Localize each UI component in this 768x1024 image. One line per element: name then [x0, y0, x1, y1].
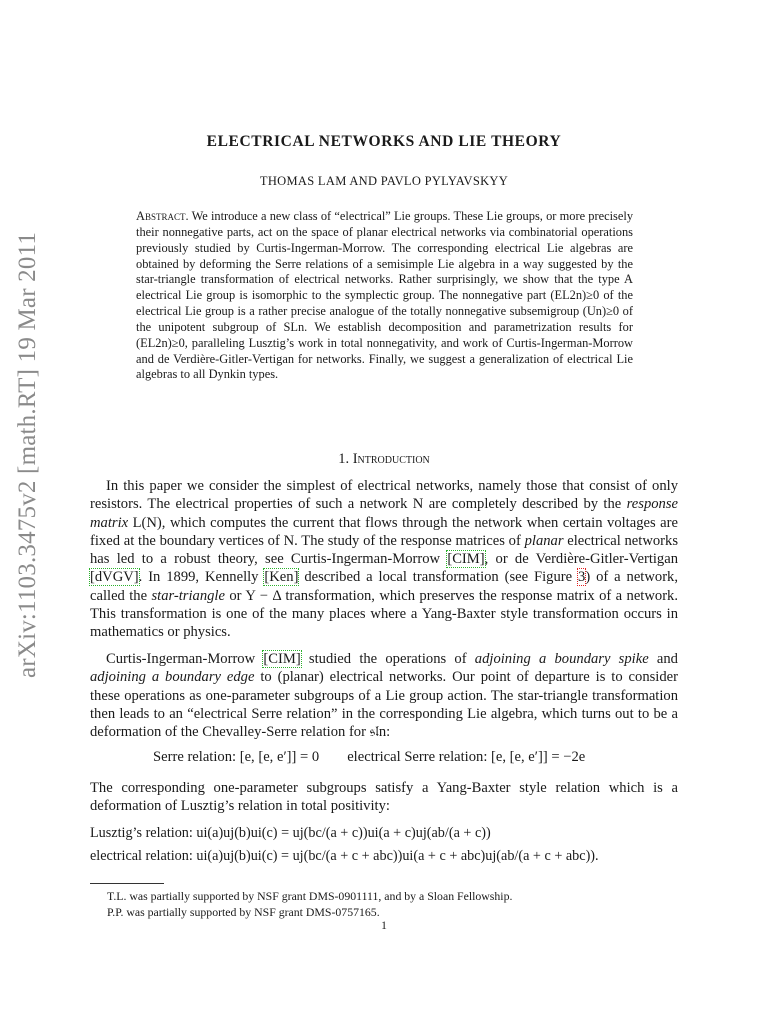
- citation-link[interactable]: [Ken]: [264, 569, 299, 586]
- section-number: 1.: [338, 451, 350, 467]
- p1-text: electrical networks has led to a robust theory, see Curtis-Ingerman-Morrow: [90, 532, 679, 568]
- equation-electrical: electrical relation: ui(a)uj(b)ui(c) = uj(bc/(a + c + abc))ui(a + c + abc)uj(ab/(a + c + abc)).: [90, 848, 599, 864]
- paragraph-3: The corresponding one-parameter subgroups satisfy a Yang-Baxter style relation which is a deformation of Lusztig’s relation in total positivity:: [90, 780, 678, 815]
- electrical-serre-relation: electrical Serre relation: [e, [e, e′]] = −2e: [347, 749, 586, 765]
- p1-emphasis: star-triangle: [151, 587, 225, 604]
- abstract-heading: Abstract.: [136, 209, 189, 223]
- p1-text: or Y − Δ transformation, which preserves the response matrix of a network. This transformation is one of the many places where a Yang-Baxter style transformation occurs in mathematics or physics.: [90, 587, 678, 641]
- paper-authors: THOMAS LAM AND PAVLO PYLYAVSKYY: [259, 174, 509, 188]
- footnote: P.P. was partially supported by NSF grant DMS-0757165.: [107, 905, 380, 919]
- p1-text: ) of a network, called the: [90, 569, 678, 604]
- p1-text: In this paper we consider the simplest of electrical networks, namely those that consist of only resistors. The electrical properties of such a network N are completely described by the: [90, 478, 678, 513]
- equation-serre: [153, 749, 585, 766]
- p2-text: Curtis-Ingerman-Morrow: [106, 651, 264, 667]
- section-heading: [0, 451, 768, 468]
- p2-text: to (planar) electrical networks. Our point of departure is to consider these operations as one-parameter subgroups of a Lie group action. The star-triangle transformation then leads to an “electrical Serre relation” in the corresponding Lie algebra, which turns out to be a deformation of the Chevalley-Serre relation for 𝔰𝔩n:: [90, 669, 678, 741]
- paragraph-1: [90, 477, 678, 642]
- footnote: T.L. was partially supported by NSF grant DMS-0901111, and by a Sloan Fellowship.: [107, 889, 513, 903]
- p2-emphasis: adjoining a boundary spike: [474, 651, 649, 667]
- paper-title: ELECTRICAL NETWORKS AND LIE THEORY: [206, 133, 562, 150]
- p1-text: , or de Verdière-Gitler-Vertigan: [484, 551, 679, 568]
- figure-link[interactable]: 3: [578, 569, 586, 586]
- paragraph-2: [90, 650, 678, 741]
- footnote-rule: [90, 883, 164, 884]
- serre-relation: Serre relation: [e, [e, e′]] = 0: [153, 749, 320, 765]
- section-title: Introduction: [352, 451, 430, 467]
- abstract: [136, 209, 633, 383]
- equation-lusztig: Lusztig’s relation: ui(a)uj(b)ui(c) = uj(bc/(a + c))ui(a + c)uj(ab/(a + c)): [90, 825, 491, 841]
- citation-link[interactable]: [CIM]: [447, 551, 485, 568]
- page-number: 1: [381, 920, 387, 932]
- p1-emphasis: planar: [524, 532, 564, 549]
- p2-text: and: [648, 651, 678, 667]
- arxiv-stamp: arXiv:1103.3475v2 [math.RT] 19 Mar 2011: [14, 231, 41, 678]
- citation-link[interactable]: [CIM]: [263, 651, 301, 667]
- p2-emphasis: adjoining a boundary edge: [90, 669, 255, 686]
- p1-text: L(N), which computes the current that flows through the network when certain voltages are fixed at the boundary vertices of N. The study of the response matrices of: [90, 514, 678, 549]
- citation-link[interactable]: [dVGV]: [90, 569, 139, 586]
- p1-emphasis: response matrix: [90, 496, 678, 531]
- p2-text: studied the operations of: [300, 651, 475, 667]
- p1-text: . In 1899, Kennelly: [138, 569, 265, 586]
- p1-text: described a local transformation (see Figure: [298, 569, 579, 586]
- abstract-text: We introduce a new class of “electrical” Lie groups. These Lie groups, or more precisely their nonnegative parts, act on the space of planar electrical networks via combinatorial operations previously studied by Curtis-Ingerman-Morrow. The corresponding electrical Lie algebras are obtained by deforming the Serre relations of a semisimple Lie algebra in a way suggested by the star-triangle transformation of electrical networks. Rather surprisingly, we show that the type A electrical Lie group is isomorphic to the symplectic group. The nonnegative part (EL2n)≥0 of the electrical Lie group is a rather precise analogue of the totally nonnegative subsemigroup (Un)≥0 of the unipotent subgroup of SLn. We establish decomposition and parametrization results for (EL2n)≥0, paralleling Lusztig’s work in total nonnegativity, and work of Curtis-Ingerman-Morrow and de Verdière-Gitler-Vertigan for networks. Finally, we suggest a generalization of electrical Lie algebras to all Dynkin types.: [136, 209, 634, 382]
